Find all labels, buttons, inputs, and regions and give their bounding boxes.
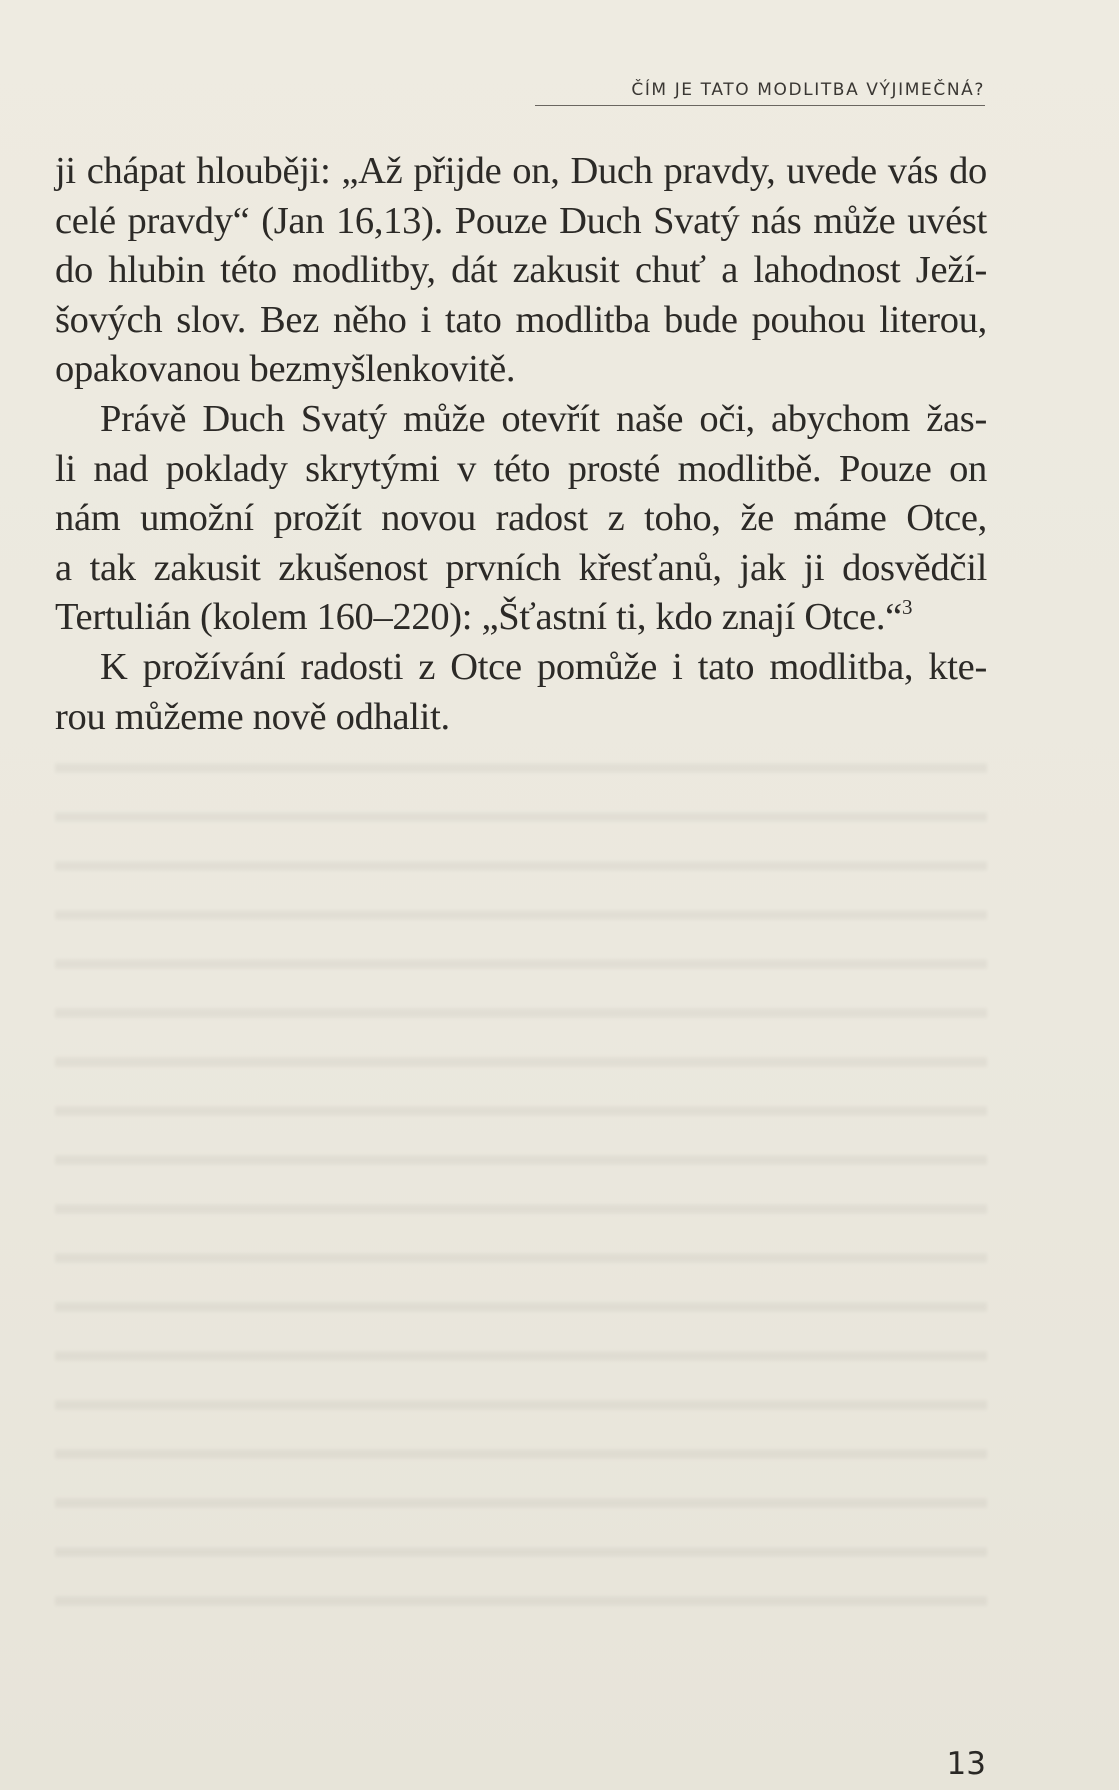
text-line: rou můžeme nově odhalit.	[55, 695, 450, 738]
text-line: opakovanou bezmyšlenkovitě.	[55, 348, 516, 391]
paragraph-1	[55, 147, 987, 395]
paragraph-3	[55, 643, 987, 742]
footnote-reference: 3	[901, 595, 913, 620]
text-line: li nad poklady skrytými v této prosté modlitbě. Pouze on	[55, 447, 987, 490]
show-through-shadow	[55, 740, 987, 1620]
text-line: do hlubin této modlitby, dát zakusit chuť a lahodnost Ježí-	[55, 249, 987, 292]
body-text	[55, 147, 987, 742]
text-line: a tak zakusit zkušenost prvních křesťanů, jak ji dosvědčil	[55, 546, 987, 589]
text-line: Právě Duch Svatý může otevřít naše oči, abychom žas-	[100, 397, 987, 440]
text-line: nám umožní prožít novou radost z toho, že máme Otce,	[55, 497, 987, 540]
text-line-with-footnote	[55, 593, 987, 643]
text-line: celé pravdy“ (Jan 16,13). Pouze Duch Svatý nás může uvést	[55, 199, 987, 242]
text-line: Tertulián (kolem 160–220): „Šťastní ti, kdo znají Otce.“	[55, 596, 902, 639]
page-number: 13	[946, 1746, 986, 1782]
paragraph-2	[55, 395, 987, 643]
text-line: ji chápat hlouběji: „Až přijde on, Duch pravdy, uvede vás do	[55, 150, 987, 192]
text-line: šových slov. Bez něho i tato modlitba bude pouhou literou,	[55, 298, 987, 341]
text-line: K prožívání radosti z Otce pomůže i tato modlitba, kte-	[100, 645, 987, 688]
running-head: ČÍM JE TATO MODLITBA VÝJIMEČNÁ?	[535, 80, 985, 106]
